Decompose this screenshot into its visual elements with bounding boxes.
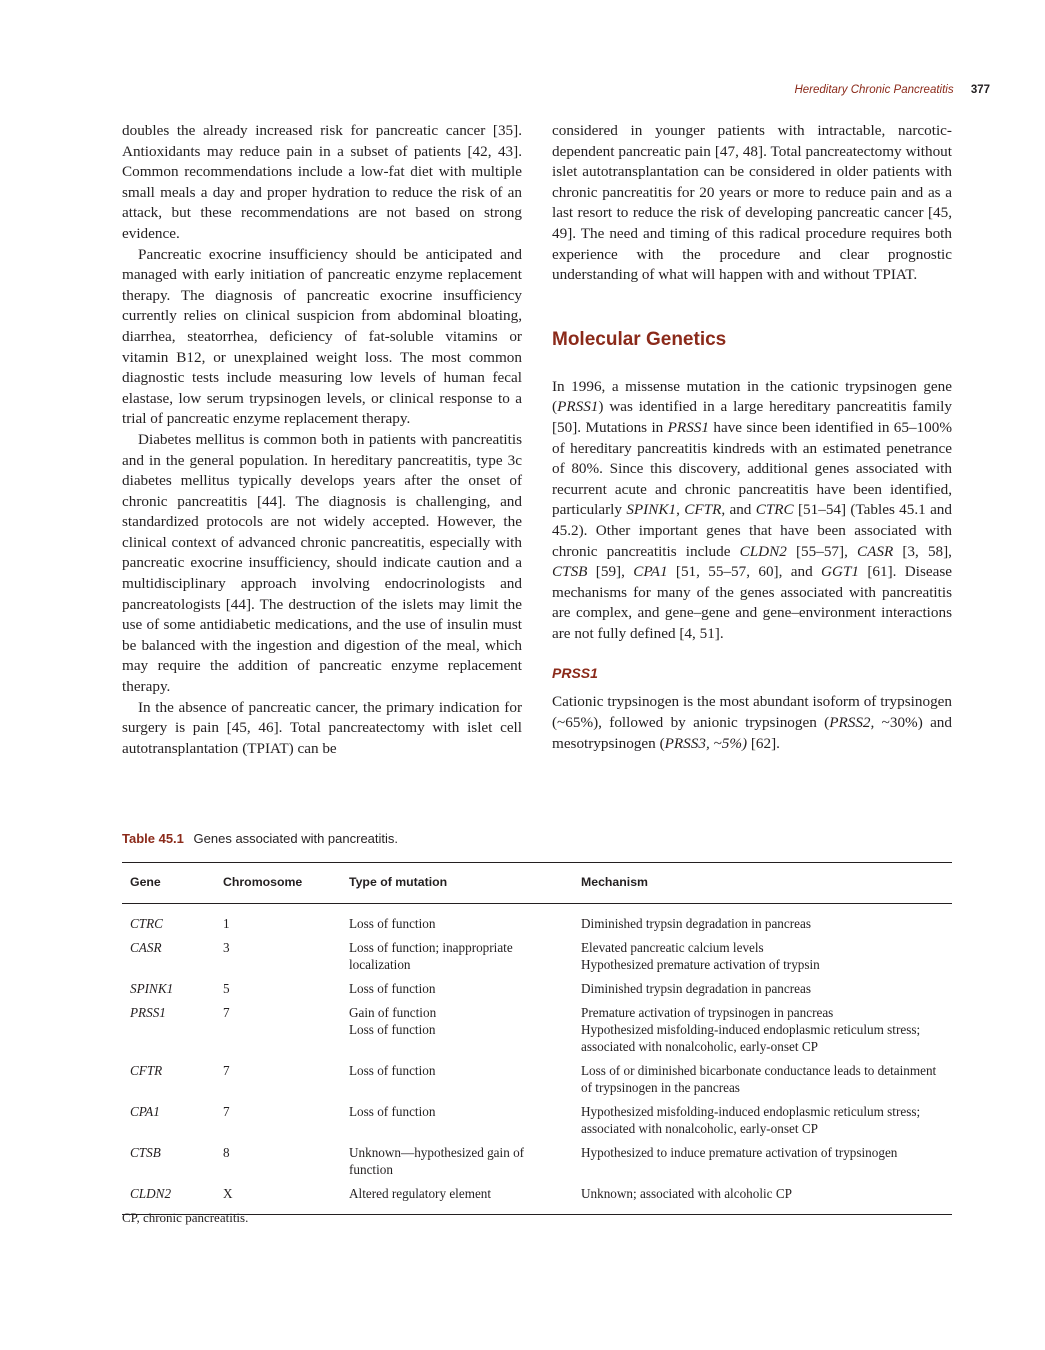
cell-chromosome: X [215, 1182, 341, 1215]
cell-chromosome: 7 [223, 1104, 230, 1119]
cell-type: Gain of function Loss of function [349, 1005, 437, 1037]
column-header-gene: Gene [122, 863, 215, 904]
cell-type: Loss of function [349, 916, 436, 931]
table-caption-text: Genes associated with pancreatitis. [193, 831, 399, 846]
cell-mechanism: Hypothesized misfolding-induced endoplasmic reticulum stress; associated with nonalcoholic, early-onset CP [581, 1104, 921, 1136]
cell-type: Altered regulatory element [341, 1182, 573, 1215]
cell-chromosome: 3 [223, 940, 230, 955]
body-paragraph: Pancreatic exocrine insufficiency should be anticipated and managed with early initiation of pancreatic enzyme replacement therapy. The diagnosis of pancreatic exocrine insufficiency currently relies on clinical suspicion from abdominal bloating, diarrhea, steatorrhea, deficiency of fat-soluble vitamins or vitamin B12, or unexplained weight loss. The most common diagnostic tests include measuring low levels of human fecal elastase, low serum trypsinogen levels, or clinical response to a trial of pancreatic enzyme replacement therapy. [122, 245, 522, 428]
page-number: 377 [970, 84, 990, 96]
left-column [122, 121, 522, 759]
cell-gene: PRSS1 [130, 1005, 166, 1020]
gene-name: SPINK1 [626, 501, 677, 519]
table-row [122, 1141, 952, 1182]
cell-chromosome: 7 [223, 1005, 230, 1020]
cell-gene: SPINK1 [130, 981, 174, 996]
body-paragraph: Diabetes mellitus is common both in patients with pancreatitis and in the general population. In hereditary pancreatitis, type 3c diabetes mellitus typically develops years after the onset of chronic pancreatitis [44]. The diagnosis is challenging, and standardized protocols are not widely accepted. However, the clinical context of advanced chronic pancreatitis, especially with pancreatic exocrine insufficiency, should indicate caution and a multidisciplinary approach involving endocrinologists and pancreatologists [44]. The destruction of the islets may limit the use of some antidiabetic medications, and the use of insulin must be balanced with the ingestion and digestion of the meal, which may require the addition of pancreatic enzyme replacement therapy. [122, 430, 522, 696]
cell-gene: CASR [130, 940, 162, 955]
table-caption-label: Table 45.1 [122, 831, 184, 846]
table-caption [122, 831, 398, 846]
cell-type: Unknown—hypothesized gain of function [349, 1145, 525, 1177]
cell-mechanism: Unknown; associated with alcoholic CP [573, 1182, 952, 1215]
gene-name: PRSS3, ~5%) [664, 734, 748, 752]
cell-chromosome: 1 [223, 916, 230, 931]
gene-name: PRSS1 [557, 398, 599, 416]
cell-mechanism: Loss of or diminished bicarbonate conductance leads to detainment of trypsinogen in the pancreas [581, 1063, 937, 1095]
body-paragraph: doubles the already increased risk for pancreatic cancer [35]. Antioxidants may reduce pain in a subset of patients [42, 43]. Common recommendations include a low-fat diet with multiple small meals a day and proper hydration to reduce the risk of an attack, but these recommendations are not based on strong evidence. [122, 122, 522, 242]
gene-name: CFTR [684, 501, 722, 519]
cell-mechanism: Hypothesized to induce premature activation of trypsinogen [581, 1145, 898, 1160]
gene-name: GGT1 [821, 563, 859, 581]
cell-gene: CFTR [130, 1063, 163, 1078]
cell-chromosome: 7 [223, 1063, 230, 1078]
gene-name: PRSS2, [829, 714, 875, 732]
body-paragraph-molecular-genetics: In 1996, a missense mutation in the cationic trypsinogen gene (PRSS1) was identified in a large hereditary pancreatitis family [50]. Mutations in PRSS1 have since been identified in 65–100% of hereditary pancreatitis kindreds with an estimated penetrance of 80%. Since this discovery, additional genes associated with recurrent acute and chronic pancreatitis have been identified, particularly SPINK1, CFTR, and CTRC [51–54] (Tables 45.1 and 45.2). Other important genes that have been associated with chronic pancreatitis include CLDN2 [55–57], CASR [3, 58], CTSB [59], CPA1 [51, 55–57, 60], and GGT1 [61]. Disease mechanisms for many of the genes associated with pancreatitis are complex, and gene–gene and gene–environment interactions are not fully defined [4, 51]. [552, 377, 952, 642]
cell-chromosome: 5 [223, 981, 230, 996]
cell-type: Loss of function; inappropriate localization [349, 940, 513, 972]
section-heading-molecular-genetics: Molecular Genetics [552, 328, 727, 350]
gene-name: CPA1 [633, 563, 668, 581]
gene-name: CTRC [755, 501, 794, 519]
body-paragraph: In the absence of pancreatic cancer, the primary indication for surgery is pain [45, 46]. Total pancreatectomy with islet cell autotransplantation (TPIAT) can be [122, 698, 522, 757]
cell-gene: CPA1 [130, 1104, 160, 1119]
column-header-type: Type of mutation [341, 863, 573, 904]
genes-table [122, 862, 952, 1215]
right-column [552, 121, 952, 754]
gene-name: CASR [856, 542, 894, 560]
body-paragraph: considered in younger patients with intractable, narcotic-dependent pancreatic pain [47, 48]. Total pancreatectomy without islet autotransplantation can be considered in older patients with chronic pancreatitis for 20 years or more to reduce pain and as a last resort to reduce the risk of developing pancreatic cancer [45, 49]. The need and timing of this radical procedure requires both experience with the procedure and clear prognostic understanding of what will happen with and without TPIAT. [552, 122, 952, 284]
cell-gene: CLDN2 [122, 1182, 215, 1215]
body-paragraph-prss1: Cationic trypsinogen is the most abundant isoform of trypsinogen (~65%), followed by anionic trypsinogen (PRSS2, ~30%) and mesotrypsinogen (PRSS3, ~5%) [62]. [552, 693, 952, 752]
cell-chromosome: 8 [223, 1145, 230, 1160]
cell-mechanism: Premature activation of trypsinogen in pancreas Hypothesized misfolding-induced endoplasmic reticulum stress; associated with nonalcoholic, early-onset CP [581, 1005, 921, 1054]
gene-name: PRSS1 [667, 418, 709, 436]
subsection-heading-prss1: PRSS1 [552, 665, 598, 682]
table-header-row [122, 863, 952, 904]
cell-mechanism: Elevated pancreatic calcium levels Hypothesized premature activation of trypsin [581, 940, 820, 972]
running-head [794, 84, 990, 96]
table-row [122, 936, 952, 977]
table-row [122, 1001, 952, 1059]
cell-gene: CTRC [130, 916, 163, 931]
table-row [122, 1059, 952, 1100]
gene-name: CLDN2 [739, 542, 787, 560]
column-header-chromosome: Chromosome [215, 863, 341, 904]
cell-type: Loss of function [349, 981, 436, 996]
cell-gene: CTSB [130, 1145, 161, 1160]
cell-type: Loss of function [349, 1104, 436, 1119]
running-head-title: Hereditary Chronic Pancreatitis [794, 84, 954, 96]
table-row [122, 1100, 952, 1141]
cell-mechanism: Diminished trypsin degradation in pancreas [581, 981, 811, 996]
table-footnote: CP, chronic pancreatitis. [122, 1210, 249, 1225]
cell-mechanism: Diminished trypsin degradation in pancreas [581, 916, 811, 931]
table-row [122, 977, 952, 1001]
cell-type: Loss of function [349, 1063, 436, 1078]
gene-name: CTSB [552, 563, 588, 581]
column-header-mechanism: Mechanism [573, 863, 952, 904]
table-row [122, 904, 952, 937]
